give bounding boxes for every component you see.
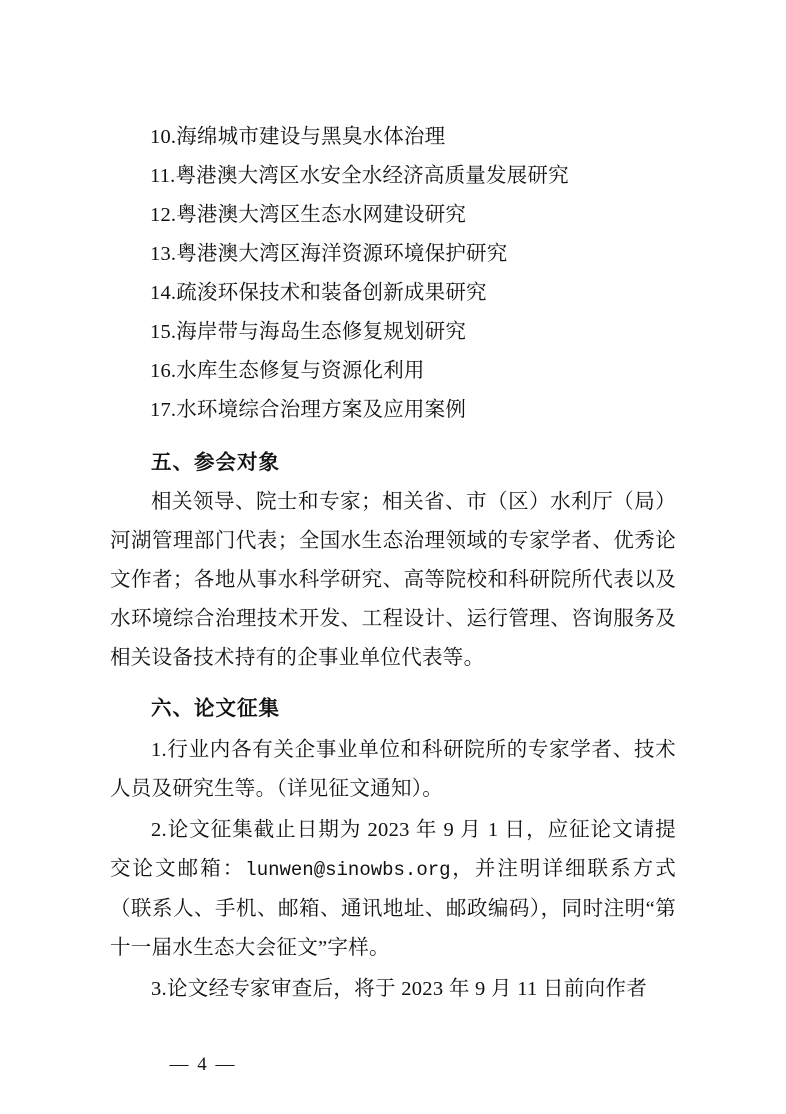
page-number: — 4 — <box>169 1054 237 1075</box>
list-item: 11.粤港澳大湾区水安全水经济高质量发展研究 <box>150 165 569 187</box>
section-six-item-3: 3.论文经专家审查后，将于 2023 年 9 月 11 日前向作者 <box>151 978 648 1000</box>
section-six-item-1: 1.行业内各有关企事业单位和科研院所的专家学者、技术人员及研究生等。（详见征文通知）。 <box>110 739 676 800</box>
page-footer <box>0 1054 786 1076</box>
list-item: 14.疏浚环保技术和装备创新成果研究 <box>150 282 487 304</box>
document-body <box>110 118 676 1009</box>
section-five-paragraph: 相关领导、院士和专家；相关省、市（区）水利厅（局）河湖管理部门代表；全国水生态治理领域的专家学者、优秀论文作者；各地从事水科学研究、高等院校和科研院所代表以及水环境综合治理技术开发、工程设计、运行管理、咨询服务及相关设备技术持有的企事业单位代表等。 <box>110 491 676 669</box>
item-2-part1: 2.论文征集截止日期为 2023 年 9 月 1 日，应征论文请提交论文邮箱： <box>110 819 676 880</box>
list-item: 15.海岸带与海岛生态修复规划研究 <box>150 321 467 343</box>
section-heading-six: 六、论文征集 <box>151 698 280 720</box>
section-heading-five: 五、参会对象 <box>151 452 280 474</box>
list-item: 10.海绵城市建设与黑臭水体治理 <box>150 126 446 148</box>
list-item: 12.粤港澳大湾区生态水网建设研究 <box>150 204 467 226</box>
list-item: 17.水环境综合治理方案及应用案例 <box>150 399 467 421</box>
item-2-part2: ，并注明详细联系方式（联系人、手机、邮箱、通讯地址、邮政编码），同时注明“第十一届水生态大会征文”字样。 <box>110 858 677 959</box>
submission-email: lunwen@sinowbs.org <box>245 859 451 881</box>
list-item: 13.粤港澳大湾区海洋资源环境保护研究 <box>150 243 508 265</box>
section-six-item-2 <box>110 811 676 968</box>
list-item: 16.水库生态修复与资源化利用 <box>150 360 425 382</box>
